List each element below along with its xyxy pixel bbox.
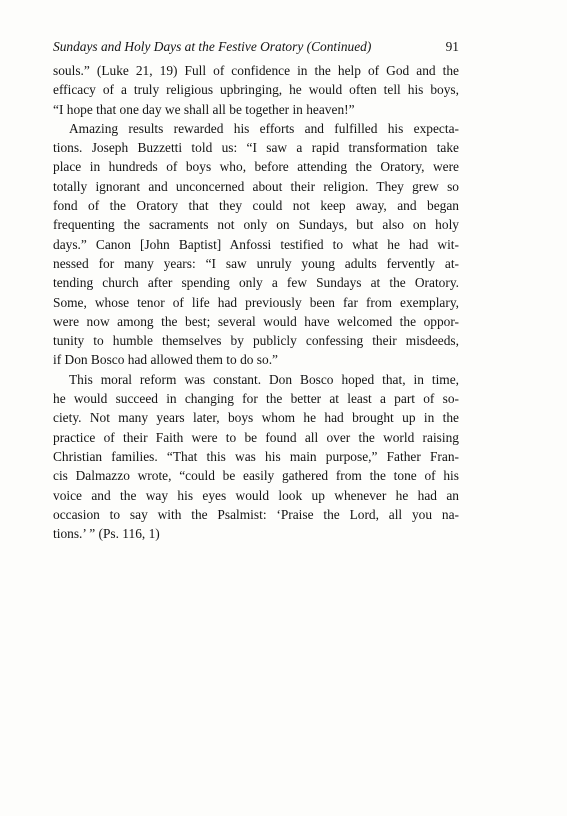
- page-number: 91: [445, 39, 459, 54]
- running-title: Sundays and Holy Days at the Festive Oratory (Continued): [53, 39, 372, 54]
- text-line: tions.’ ” (Ps. 116, 1): [53, 526, 160, 542]
- text-line: days.” Canon [John Baptist] Anfossi testified to what he had wit-: [53, 236, 459, 252]
- text-line: “I hope that one day we shall all be together in heaven!”: [53, 101, 355, 117]
- text-line: Some, whose tenor of life had previously been far from exemplary,: [53, 294, 459, 310]
- body-text: [53, 61, 459, 543]
- text-line: ciety. Not many years later, boys whom he had brought up in the: [53, 410, 459, 426]
- text-line: Christian families. “That this was his main purpose,” Father Fran-: [53, 448, 459, 464]
- paragraph-3: [53, 370, 459, 544]
- text-line: practice of their Faith were to be found all over the world raising: [53, 429, 459, 445]
- text-line: place in hundreds of boys who, before attending the Oratory, were: [53, 159, 459, 175]
- text-line: tions. Joseph Buzzetti told us: “I saw a rapid transformation take: [53, 140, 459, 156]
- text-line: if Don Bosco had allowed them to do so.”: [53, 352, 278, 368]
- running-head: [53, 38, 459, 56]
- text-line: This moral reform was constant. Don Bosco hoped that, in time,: [69, 371, 459, 387]
- text-line: tending church after spending only a few Sundays at the Oratory.: [53, 275, 459, 291]
- text-line: fond of the Oratory that they could not keep away, and began: [53, 198, 459, 214]
- text-line: cis Dalmazzo wrote, “could be easily gathered from the tone of his: [53, 468, 459, 484]
- text-line: occasion to say with the Psalmist: ‘Praise the Lord, all you na-: [53, 506, 459, 522]
- text-line: totally ignorant and unconcerned about their religion. They grew so: [53, 178, 459, 194]
- text-line: he would succeed in changing for the better at least a part of so-: [53, 391, 459, 407]
- text-line: voice and the way his eyes would look up whenever he had an: [53, 487, 459, 503]
- text-line: souls.” (Luke 21, 19) Full of confidence in the help of God and the: [53, 63, 459, 78]
- paragraph-1: [53, 61, 459, 119]
- paragraph-2: [53, 119, 459, 370]
- text-line: nessed for many years: “I saw unruly young adults fervently at-: [53, 255, 459, 271]
- text-line: Amazing results rewarded his efforts and fulfilled his expecta-: [69, 120, 459, 136]
- text-line: were now among the best; several would have welcomed the oppor-: [53, 313, 459, 329]
- text-line: tunity to humble themselves by publicly confessing their misdeeds,: [53, 333, 459, 349]
- text-line: efficacy of a truly religious upbringing, he would often tell his boys,: [53, 82, 459, 98]
- text-line: frequenting the sacraments not only on Sundays, but also on holy: [53, 217, 459, 233]
